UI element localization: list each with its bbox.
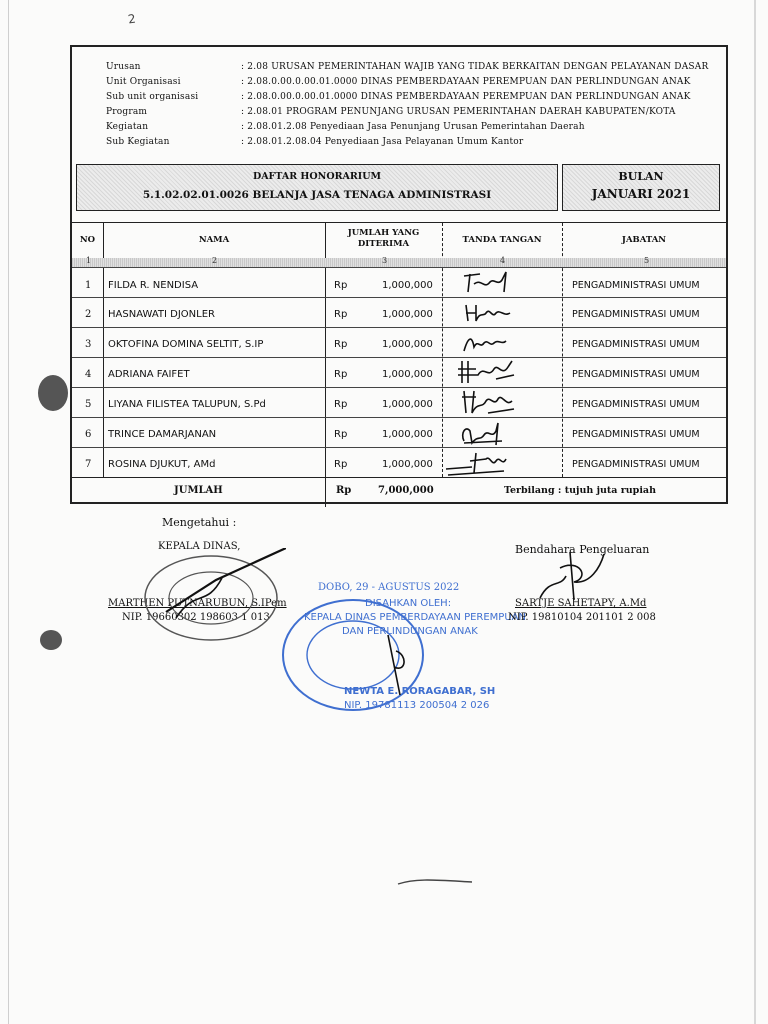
col-header-jabatan: JABATAN	[621, 235, 667, 245]
info-label: Sub unit organisasi	[106, 92, 199, 102]
center-role-1: KEPALA DINAS PEMBERDAYAAN PEREMPUAN	[304, 612, 526, 623]
info-label: Urusan	[106, 62, 141, 72]
row-currency: Rp	[334, 399, 348, 410]
center-name: NEWTA E. RORAGABAR, SH	[344, 686, 496, 697]
info-label: Program	[106, 107, 148, 117]
signature-1	[460, 268, 520, 296]
scan-right-edge	[754, 0, 756, 1024]
signature-7	[442, 449, 516, 477]
row-no: 2	[85, 309, 92, 320]
row-jabatan: PENGADMINISTRASI UMUM	[572, 339, 700, 350]
total-amount: 7,000,000	[378, 485, 434, 496]
row-divider	[72, 327, 726, 328]
total-currency: Rp	[336, 485, 352, 496]
honorarium-table	[72, 222, 726, 507]
row-amount: 1,000,000	[382, 280, 433, 291]
row-currency: Rp	[334, 339, 348, 350]
right-role: Bendahara Pengeluaran	[515, 543, 650, 556]
row-no: 4	[85, 369, 92, 380]
col-header-no: NO	[79, 235, 96, 245]
bottom-ink-mark	[396, 876, 476, 888]
col-header-jumlah-2: DITERIMA	[357, 239, 410, 249]
row-currency: Rp	[334, 280, 348, 291]
col-number: 1	[86, 256, 92, 265]
month-value: JANUARI 2021	[591, 187, 691, 201]
row-nama: TRINCE DAMARJANAN	[108, 429, 217, 440]
row-nama: LIYANA FILISTEA TALUPUN, S.Pd	[108, 399, 266, 410]
center-disahkan: DISAHKAN OLEH:	[365, 598, 452, 609]
month-label: BULAN	[618, 170, 664, 183]
column-number-band	[72, 258, 726, 268]
row-nama: FILDA R. NENDISA	[108, 280, 199, 291]
left-name: MARTHEN PUTNARUBUN, S.IPem	[108, 598, 287, 609]
col-header-tanda: TANDA TANGAN	[462, 235, 542, 245]
row-no: 7	[85, 459, 92, 470]
row-amount: 1,000,000	[382, 429, 433, 440]
row-jabatan: PENGADMINISTRASI UMUM	[572, 369, 700, 380]
row-currency: Rp	[334, 309, 348, 320]
row-no: 1	[85, 280, 92, 291]
row-no: 5	[85, 399, 92, 410]
title-box	[76, 164, 558, 211]
row-divider	[72, 477, 726, 478]
signature-3	[460, 331, 512, 355]
row-nama: HASNAWATI DJONLER	[108, 309, 215, 320]
info-label: Kegiatan	[106, 122, 149, 132]
page-number-mark: 2	[127, 11, 137, 27]
total-label: JUMLAH	[174, 485, 223, 496]
info-value: : 2.08.0.00.0.00.01.0000 DINAS PEMBERDAYAAN PEREMPUAN DAN PERLINDUNGAN ANAK	[241, 92, 691, 102]
col-header-nama: NAMA	[198, 235, 230, 245]
signature-4	[456, 357, 520, 387]
punch-hole-bottom	[40, 630, 62, 650]
row-jabatan: PENGADMINISTRASI UMUM	[572, 399, 700, 410]
punch-hole-top	[38, 375, 68, 411]
info-value: : 2.08.01.2.08.04 Penyediaan Jasa Pelayanan Umum Kantor	[241, 137, 524, 147]
info-value: : 2.08.01.2.08 Penyediaan Jasa Penunjang Urusan Pemerintahan Daerah	[241, 122, 585, 132]
row-no: 6	[85, 429, 92, 440]
row-currency: Rp	[334, 429, 348, 440]
row-divider	[72, 387, 726, 388]
signature-5	[458, 387, 522, 417]
right-nip: NIP. 19810104 201101 2 008	[508, 612, 656, 623]
left-role: KEPALA DINAS,	[158, 541, 241, 552]
info-value: : 2.08.01 PROGRAM PENUNJANG URUSAN PEMERINTAHAN DAERAH KABUPATEN/KOTA	[241, 107, 676, 117]
row-divider	[72, 357, 726, 358]
row-jabatan: PENGADMINISTRASI UMUM	[572, 429, 700, 440]
left-nip: NIP. 19660302 198603 1 013	[122, 612, 270, 623]
info-label: Sub Kegiatan	[106, 137, 170, 147]
col-number: 4	[500, 256, 506, 265]
honorarium-sheet	[70, 45, 728, 504]
row-nama: ROSINA DJUKUT, AMd	[108, 459, 216, 470]
right-name: SARTJE SAHETAPY, A.Md	[515, 598, 647, 609]
col-number: 2	[212, 256, 218, 265]
row-amount: 1,000,000	[382, 339, 433, 350]
center-official-stamp	[278, 595, 428, 715]
info-value: : 2.08 URUSAN PEMERINTAHAN WAJIB YANG TIDAK BERKAITAN DENGAN PELAYANAN DASAR	[241, 62, 709, 72]
row-jabatan: PENGADMINISTRASI UMUM	[572, 459, 700, 470]
info-label: Unit Organisasi	[106, 77, 181, 87]
scan-left-edge	[8, 0, 9, 1024]
col-number: 3	[382, 256, 388, 265]
signature-6	[458, 419, 514, 447]
row-divider	[72, 417, 726, 418]
row-currency: Rp	[334, 369, 348, 380]
col-number: 5	[644, 256, 650, 265]
row-amount: 1,000,000	[382, 399, 433, 410]
total-terbilang: Terbilang : tujuh juta rupiah	[504, 485, 656, 496]
row-divider	[72, 297, 726, 298]
info-value: : 2.08.0.00.0.00.01.0000 DINAS PEMBERDAYAAN PEREMPUAN DAN PERLINDUNGAN ANAK	[241, 77, 691, 87]
right-signature	[530, 548, 610, 604]
center-place-date: DOBO, 29 - AGUSTUS 2022	[318, 582, 460, 593]
month-box	[562, 164, 720, 211]
row-nama: ADRIANA FAIFET	[108, 369, 190, 380]
budget-code-title: 5.1.02.02.01.0026 BELANJA JASA TENAGA ADMINISTRASI	[142, 189, 492, 201]
row-nama: OKTOFINA DOMINA SELTIT, S.IP	[108, 339, 264, 350]
row-currency: Rp	[334, 459, 348, 470]
mengetahui-label: Mengetahui :	[162, 516, 237, 529]
row-amount: 1,000,000	[382, 369, 433, 380]
center-role-2: DAN PERLINDUNGAN ANAK	[342, 626, 478, 637]
row-amount: 1,000,000	[382, 309, 433, 320]
row-jabatan: PENGADMINISTRASI UMUM	[572, 309, 700, 320]
row-no: 3	[85, 339, 92, 350]
left-official-stamp	[136, 548, 286, 648]
document-title: DAFTAR HONORARIUM	[252, 171, 382, 182]
row-jabatan: PENGADMINISTRASI UMUM	[572, 280, 700, 291]
signature-2	[462, 301, 522, 325]
row-divider	[72, 447, 726, 448]
row-amount: 1,000,000	[382, 459, 433, 470]
header-info	[72, 47, 726, 157]
center-nip: NIP. 19781113 200504 2 026	[344, 700, 490, 711]
col-header-jumlah-1: JUMLAH YANG	[347, 228, 420, 238]
